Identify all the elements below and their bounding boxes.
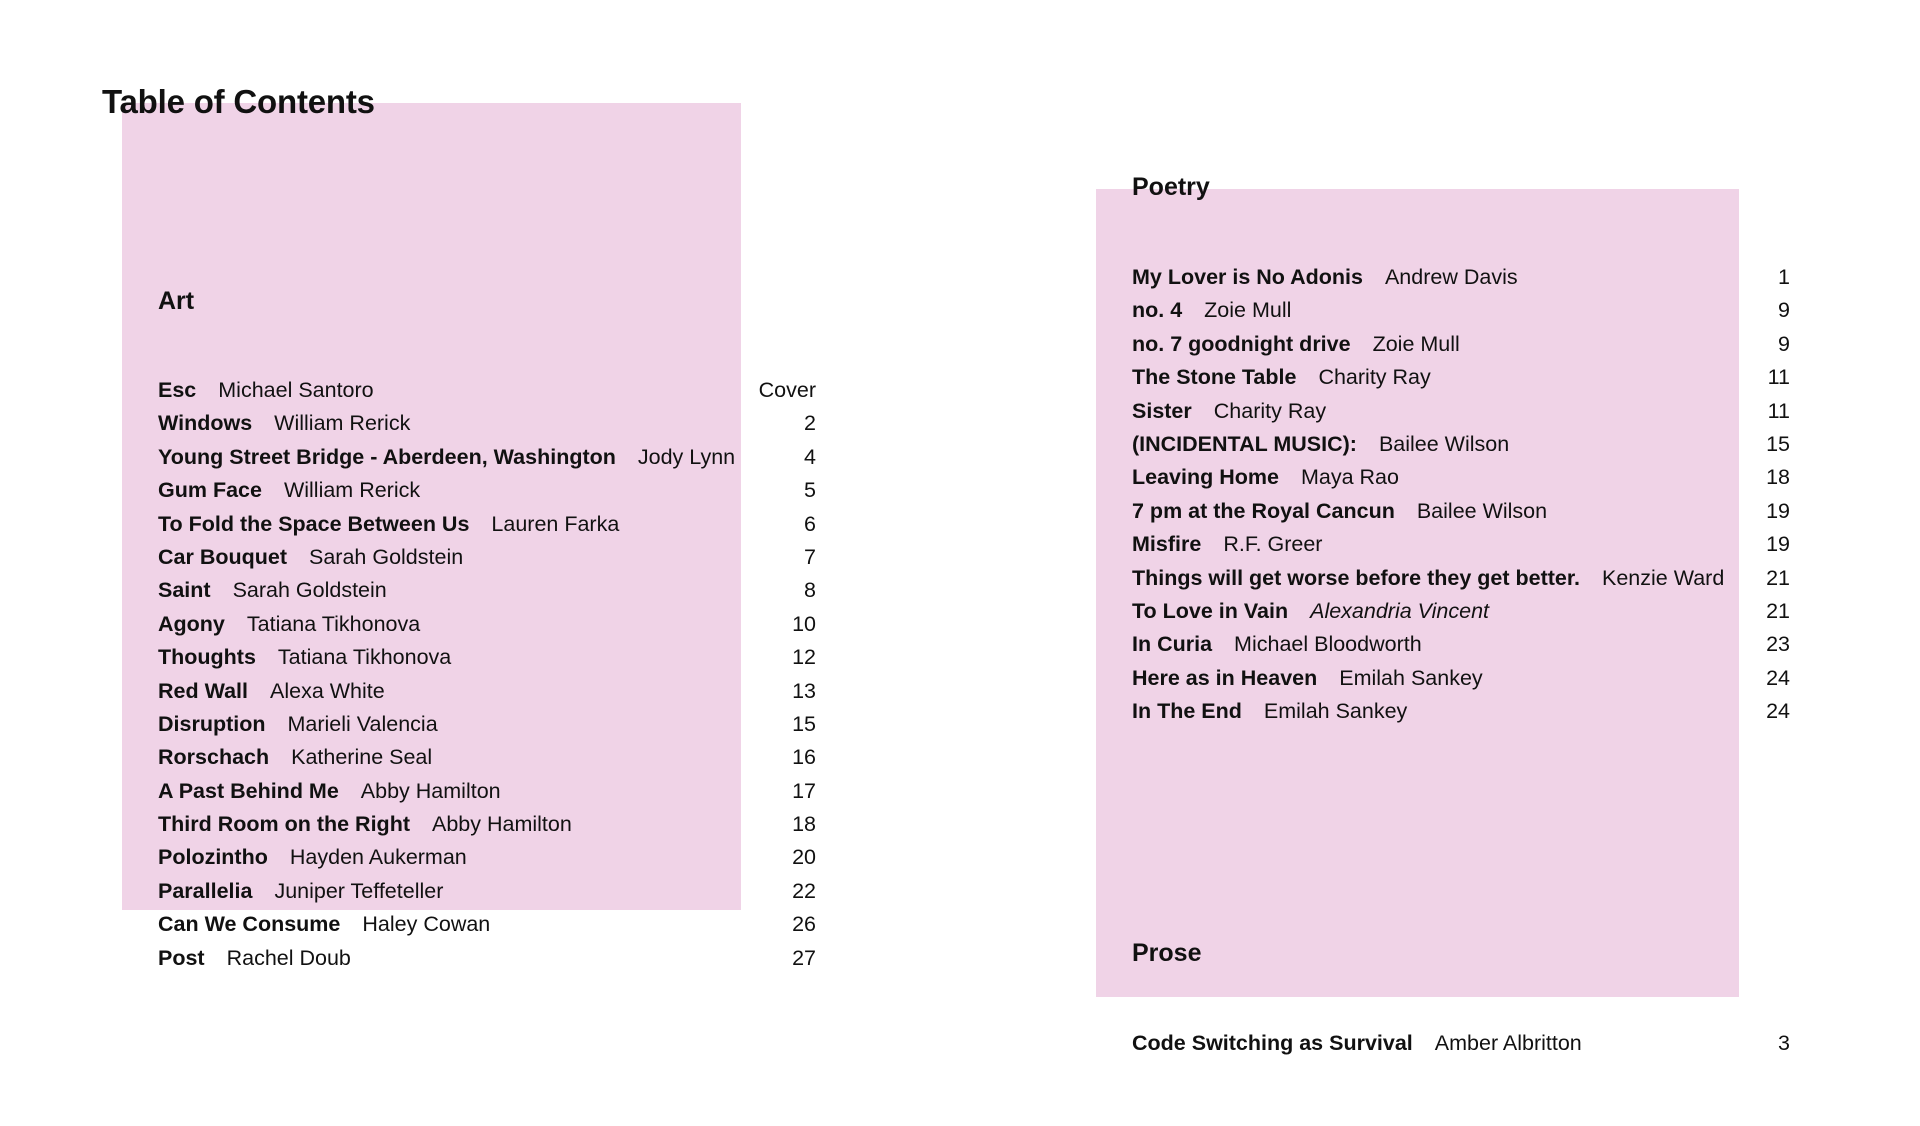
entry-page-number: 9	[1778, 298, 1790, 323]
entry-author: Maya Rao	[1300, 465, 1399, 490]
entry-page-number: 15	[792, 711, 816, 736]
toc-entry	[1132, 1027, 1790, 1060]
toc-entry	[158, 474, 816, 507]
entry-page-number: 22	[792, 878, 816, 903]
entry-author: Michael Santoro	[218, 378, 374, 402]
entry-title: no. 4	[1132, 298, 1183, 323]
toc-entry	[1132, 562, 1790, 595]
entry-page-number: 19	[1766, 532, 1790, 557]
entry-page-number: 18	[1766, 465, 1790, 490]
entry-title: My Lover is No Adonis	[1132, 265, 1363, 289]
entry-author: Emilah Sankey	[1263, 699, 1408, 724]
entry-page-number: 7	[804, 544, 816, 569]
entry-page-number: 1	[1778, 265, 1790, 289]
entry-page-number: 15	[1766, 431, 1790, 456]
entry-page-number: 19	[1766, 498, 1790, 523]
entry-author: Rachel Doub	[226, 945, 351, 970]
entry-page-number: 17	[792, 778, 816, 803]
toc-entry	[1132, 294, 1790, 327]
entry-title: Post	[158, 945, 205, 970]
entry-page-number: 21	[1766, 598, 1790, 623]
entry-author: Zoie Mull	[1372, 331, 1460, 356]
entry-page-number: 10	[792, 611, 816, 636]
entry-author: Tatiana Tikhonova	[277, 645, 452, 670]
prose-list	[1132, 1027, 1790, 1060]
entry-author: Marieli Valencia	[287, 711, 438, 736]
toc-entry	[158, 508, 816, 541]
entry-author: Bailee Wilson	[1378, 431, 1510, 456]
toc-entry	[1132, 428, 1790, 461]
entry-author: William Rerick	[283, 478, 421, 503]
toc-entry	[1132, 328, 1790, 361]
toc-entry	[158, 441, 816, 474]
toc-entry	[1132, 528, 1790, 561]
entry-page-number: 24	[1766, 699, 1790, 724]
entry-author: Haley Cowan	[362, 912, 491, 937]
entry-title: Here as in Heaven	[1132, 665, 1318, 690]
entry-title: Sister	[1132, 398, 1192, 423]
entry-page-number: 27	[792, 945, 816, 970]
entry-author: Michael Bloodworth	[1234, 632, 1422, 657]
entry-author: Emilah Sankey	[1339, 665, 1483, 690]
art-list	[158, 374, 816, 975]
entry-page-number: 4	[804, 444, 816, 469]
entry-title: To Fold the Space Between Us	[158, 511, 470, 536]
entry-title: Saint	[158, 578, 211, 603]
toc-entry	[158, 841, 816, 874]
entry-title: Thoughts	[158, 645, 256, 670]
entry-title: Things will get worse before they get better.	[1132, 565, 1580, 590]
entry-author: Charity Ray	[1318, 365, 1431, 390]
entry-title: Misfire	[1132, 532, 1202, 557]
entry-title: Parallelia	[158, 878, 253, 903]
entry-title: Windows	[158, 411, 253, 436]
entry-title: Esc	[158, 378, 197, 402]
entry-author: Katherine Seal	[291, 745, 433, 770]
toc-entry	[158, 407, 816, 440]
toc-entry	[158, 641, 816, 674]
toc-entry	[158, 374, 816, 407]
entry-author: Sarah Goldstein	[232, 578, 387, 603]
entry-page-number: Cover	[758, 378, 816, 402]
entry-page-number: 26	[792, 912, 816, 937]
entry-title: Red Wall	[158, 678, 248, 703]
entry-title: To Love in Vain	[1132, 598, 1289, 623]
toc-entry	[1132, 361, 1790, 394]
entry-title: Young Street Bridge - Aberdeen, Washington	[158, 444, 616, 469]
toc-entry	[158, 875, 816, 908]
entry-author: Hayden Aukerman	[289, 845, 467, 870]
entry-author: Tatiana Tikhonova	[246, 611, 421, 636]
entry-author: Alexa White	[270, 678, 385, 703]
toc-entry	[158, 741, 816, 774]
entry-author: Juniper Teffeteller	[274, 878, 444, 903]
entry-title: Third Room on the Right	[158, 812, 410, 837]
toc-entry	[1132, 628, 1790, 661]
toc-entry	[1132, 695, 1790, 728]
entry-page-number: 11	[1767, 398, 1790, 423]
entry-title: Gum Face	[158, 478, 262, 503]
entry-title: The Stone Table	[1132, 365, 1297, 390]
entry-title: Polozintho	[158, 845, 268, 870]
entry-page-number: 2	[804, 411, 816, 436]
entry-author: Alexandria Vincent	[1310, 598, 1489, 623]
prose-heading: Prose	[1132, 939, 1202, 967]
entry-page-number: 20	[792, 845, 816, 870]
entry-page-number: 9	[1778, 331, 1790, 356]
entry-title: Agony	[158, 611, 225, 636]
entry-author: Sarah Goldstein	[309, 544, 464, 569]
entry-author: Abby Hamilton	[432, 812, 572, 837]
toc-entry	[1132, 395, 1790, 428]
toc-entry	[158, 808, 816, 841]
toc-entry	[158, 908, 816, 941]
entry-title: 7 pm at the Royal Cancun	[1132, 498, 1395, 523]
toc-entry	[158, 942, 816, 975]
entry-page-number: 11	[1767, 365, 1790, 390]
entry-title: Leaving Home	[1132, 465, 1279, 490]
entry-author: Bailee Wilson	[1416, 498, 1548, 523]
entry-page-number: 16	[792, 745, 816, 770]
entry-title: (INCIDENTAL MUSIC):	[1132, 431, 1357, 456]
toc-entry	[1132, 495, 1790, 528]
entry-title: In Curia	[1132, 632, 1213, 657]
entry-author: R.F. Greer	[1223, 532, 1323, 557]
entry-page-number: 12	[792, 645, 816, 670]
entry-title: Can We Consume	[158, 912, 341, 937]
entry-page-number: 3	[1778, 1031, 1790, 1055]
toc-entry	[158, 541, 816, 574]
entry-author: Zoie Mull	[1204, 298, 1292, 323]
toc-entry	[158, 708, 816, 741]
art-heading: Art	[158, 287, 195, 315]
entry-author: Andrew Davis	[1384, 265, 1518, 289]
entry-title: Code Switching as Survival	[1132, 1031, 1413, 1055]
entry-author: Abby Hamilton	[360, 778, 501, 803]
poetry-list	[1132, 261, 1790, 728]
toc-entry	[1132, 261, 1790, 294]
toc-entry	[158, 608, 816, 641]
toc-entry	[158, 775, 816, 808]
entry-title: In The End	[1132, 699, 1242, 724]
entry-author: Kenzie Ward	[1602, 565, 1725, 590]
entry-page-number: 18	[792, 812, 816, 837]
entry-title: Car Bouquet	[158, 544, 287, 569]
entry-author: Lauren Farka	[491, 511, 620, 536]
entry-title: A Past Behind Me	[158, 778, 339, 803]
entry-page-number: 5	[804, 478, 816, 503]
toc-entry	[158, 574, 816, 607]
toc-entry	[158, 675, 816, 708]
entry-page-number: 8	[804, 578, 816, 603]
page-title: Table of Contents	[102, 83, 375, 120]
entry-title: Disruption	[158, 711, 266, 736]
toc-entry	[1132, 461, 1790, 494]
entry-page-number: 6	[804, 511, 816, 536]
entry-title: no. 7 goodnight drive	[1132, 331, 1351, 356]
entry-author: Amber Albritton	[1434, 1031, 1582, 1055]
entry-page-number: 23	[1766, 632, 1790, 657]
poetry-heading: Poetry	[1132, 173, 1210, 201]
entry-author: Charity Ray	[1213, 398, 1327, 423]
entry-author: William Rerick	[274, 411, 411, 436]
entry-page-number: 24	[1766, 665, 1790, 690]
entry-author: Jody Lynn	[637, 444, 736, 469]
toc-entry	[1132, 595, 1790, 628]
toc-entry	[1132, 662, 1790, 695]
entry-page-number: 13	[792, 678, 816, 703]
entry-page-number: 21	[1766, 565, 1790, 590]
entry-title: Rorschach	[158, 745, 270, 770]
